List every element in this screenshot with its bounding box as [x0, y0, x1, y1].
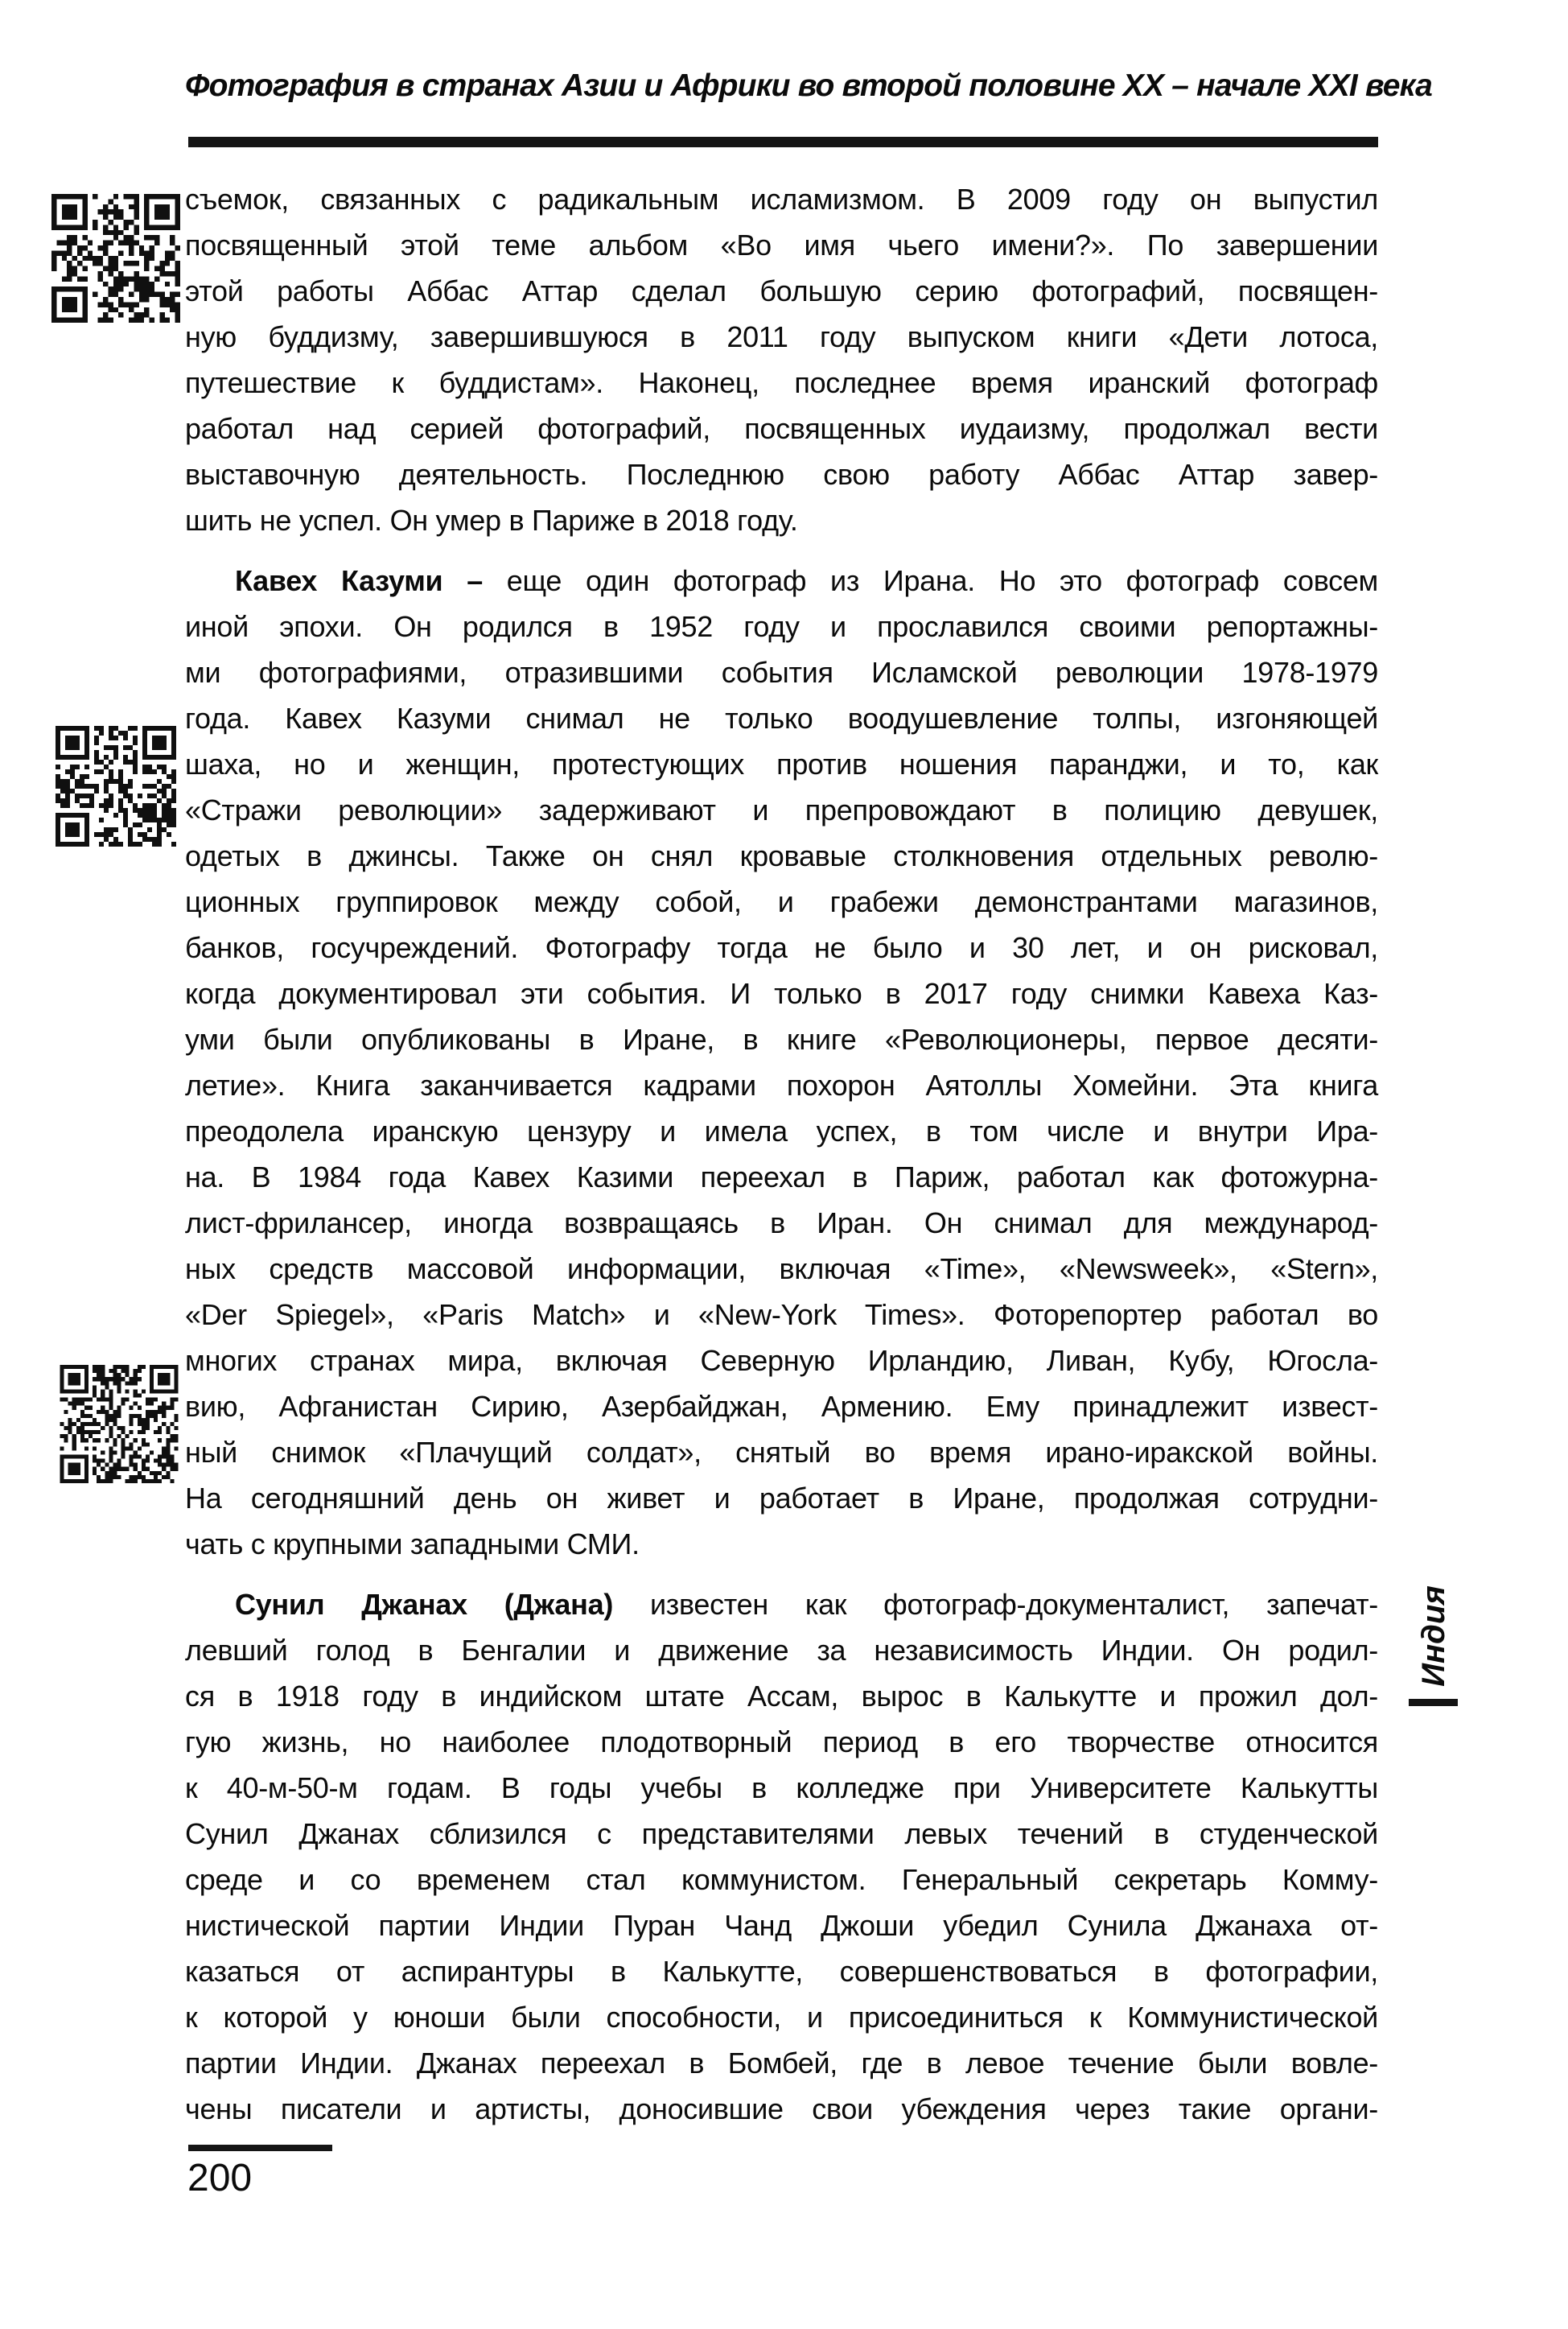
text-line: шить не успел. Он умер в Париже в 2018 году. — [185, 504, 798, 537]
paragraph — [185, 176, 1378, 543]
page-number: 200 — [187, 2157, 253, 2199]
text-line: на. В 1984 года Кавех Казими переехал в Париж, работал как фотожурна- — [185, 1160, 1378, 1193]
text-line: к которой у юноши были способности, и присоединиться к Коммунистической — [185, 2001, 1378, 2034]
paragraph — [185, 558, 1378, 1567]
text-line: «Der Spiegel», «Paris Match» и «New-York Times». Фоторепортер работал во — [185, 1298, 1378, 1331]
paragraph — [185, 1581, 1378, 2132]
text-line: чать с крупными западными СМИ. — [185, 1527, 640, 1560]
text-line: выставочную деятельность. Последнюю свою работу Аббас Аттар завер- — [185, 458, 1378, 491]
text-line: шаха, но и женщин, протестующих против ношения паранджи, и то, как — [185, 748, 1378, 781]
text-line: партии Индии. Джанах переехал в Бомбей, где в левое течение были вовле- — [185, 2047, 1378, 2080]
text-line: левший голод в Бенгалии и движение за независимость Индии. Он родил- — [185, 1634, 1378, 1667]
text-line: вию, Афганистан Сирию, Азербайджан, Армению. Ему принадлежит извест- — [185, 1390, 1378, 1423]
text-line: банков, госучреждений. Фотографу тогда не было и 30 лет, и он рисковал, — [185, 931, 1378, 964]
text-line: ционных группировок между собой, и грабежи демонстрантами магазинов, — [185, 885, 1378, 918]
text-line: ся в 1918 году в индийском штате Ассам, вырос в Калькутте и прожил дол- — [185, 1680, 1378, 1713]
text-line: нистической партии Индии Пуран Чанд Джоши убедил Сунила Джанаха от- — [185, 1909, 1378, 1942]
margin-tab-india: Индия — [1416, 1585, 1451, 1687]
text-line: уми были опубликованы в Иране, в книге «Революционеры, первое десяти- — [185, 1023, 1378, 1056]
qr-code-1 — [51, 194, 180, 323]
text-line: казаться от аспирантуры в Калькутте, совершенствоваться в фотографии, — [185, 1955, 1378, 1988]
text-line: ный снимок «Плачущий солдат», снятый во время ирано-иракской войны. — [185, 1436, 1378, 1469]
text-line: чены писатели и артисты, доносившие свои убеждения через такие органи- — [185, 2092, 1378, 2125]
text-line: Сунил Джанах (Джана) известен как фотограф-документалист, запечат- — [235, 1588, 1378, 1621]
text-line: года. Кавех Казуми снимал не только воодушевление толпы, изгоняющей — [185, 702, 1378, 735]
text-line: этой работы Аббас Аттар сделал большую серию фотографий, посвящен- — [185, 274, 1378, 307]
text-line: преодолела иранскую цензуру и имела успех, в том числе и внутри Ира- — [185, 1115, 1378, 1148]
margin-tab-bar — [1409, 1699, 1458, 1706]
text-line: одетых в джинсы. Также он снял кровавые столкновения отдельных револю- — [185, 839, 1378, 872]
text-line: путешествие к буддистам». Наконец, последнее время иранский фотограф — [185, 366, 1378, 399]
footer-rule — [188, 2145, 332, 2151]
header-rule — [188, 137, 1378, 147]
text-line: когда документировал эти события. И только в 2017 году снимки Кавеха Каз- — [185, 977, 1378, 1010]
text-line: Кавех Казуми – еще один фотограф из Ирана. Но это фотограф совсем — [235, 564, 1378, 597]
text-line: летие». Книга заканчивается кадрами похорон Аятоллы Хомейни. Эта книга — [185, 1069, 1378, 1102]
text-line: среде и со временем стал коммунистом. Генеральный секретарь Комму- — [185, 1863, 1378, 1896]
text-line: Сунил Джанах сблизился с представителями левых течений в студенческой — [185, 1817, 1378, 1850]
text-line: съемок, связанных с радикальным исламизмом. В 2009 году он выпустил — [185, 183, 1378, 216]
text-line: иной эпохи. Он родился в 1952 году и прославился своими репортажны- — [185, 610, 1378, 643]
text-line: посвященный этой теме альбом «Во имя чьего имени?». По завершении — [185, 229, 1378, 262]
text-line: «Стражи революции» задерживают и препровождают в полицию девушек, — [185, 794, 1378, 826]
qr-code-3 — [59, 1365, 179, 1483]
text-line: На сегодняшний день он живет и работает в Иране, продолжая сотрудни- — [185, 1482, 1378, 1515]
running-header: Фотография в странах Азии и Африки во второй половине XX – начале XXI века — [185, 68, 1433, 103]
text-line: ных средств массовой информации, включая «Time», «Newsweek», «Stern», — [185, 1252, 1378, 1285]
text-line: многих странах мира, включая Северную Ирландию, Ливан, Кубу, Югосла- — [185, 1344, 1378, 1377]
text-line: к 40-м-50-м годам. В годы учебы в колледже при Университете Калькутты — [185, 1771, 1378, 1804]
body-text — [185, 176, 1378, 2132]
qr-code-2 — [55, 726, 177, 847]
text-line: работал над серией фотографий, посвященных иудаизму, продолжал вести — [185, 412, 1378, 445]
text-line: ми фотографиями, отразившими события Исламской революции 1978-1979 — [185, 656, 1378, 689]
text-line: ную буддизму, завершившуюся в 2011 году выпуском книги «Дети лотоса, — [185, 320, 1378, 353]
text-line: гую жизнь, но наиболее плодотворный период в его творчестве относится — [185, 1725, 1378, 1758]
text-line: лист-фрилансер, иногда возвращаясь в Иран. Он снимал для международ- — [185, 1206, 1378, 1239]
